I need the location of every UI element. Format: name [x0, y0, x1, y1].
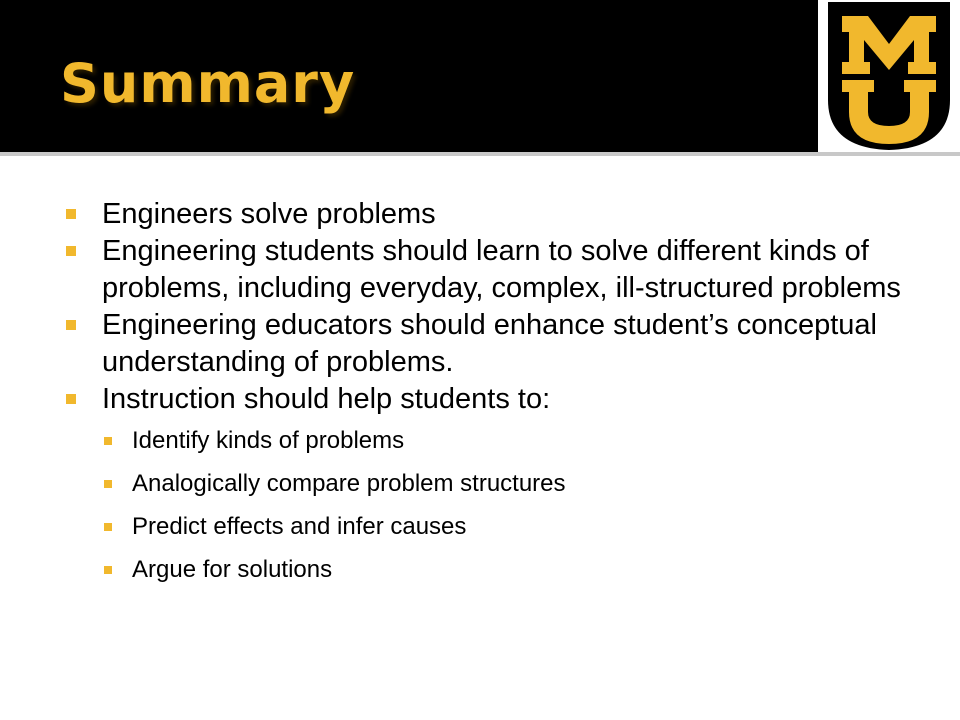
square-bullet-icon — [104, 523, 112, 531]
sub-bullet-text: Analogically compare problem structures — [132, 470, 566, 497]
square-bullet-icon — [104, 566, 112, 574]
header-divider — [0, 152, 960, 156]
bullet-item — [66, 233, 906, 307]
university-logo — [818, 0, 960, 152]
square-bullet-icon — [104, 437, 112, 445]
bullet-item — [66, 196, 906, 233]
square-bullet-icon — [104, 480, 112, 488]
sub-bullet-item — [102, 512, 906, 542]
square-bullet-icon — [66, 320, 76, 330]
bullet-item — [66, 307, 906, 381]
sub-bullet-text: Predict effects and infer causes — [132, 513, 467, 540]
bullet-text: Engineering educators should enhance student’s conceptual understanding of problems. — [102, 309, 877, 378]
bullet-item — [66, 381, 906, 585]
bullet-text: Instruction should help students to: — [102, 383, 551, 415]
square-bullet-icon — [66, 246, 76, 256]
bullet-text: Engineers solve problems — [102, 198, 436, 230]
slide-title: Summary — [60, 52, 356, 115]
bullet-text: Engineering students should learn to solve different kinds of problems, including everyday, complex, ill-structured problems — [102, 235, 901, 304]
sub-bullet-text: Argue for solutions — [132, 556, 333, 583]
sub-bullet-item — [102, 469, 906, 499]
mu-logo-icon — [818, 0, 960, 152]
sub-bullet-list — [102, 426, 906, 585]
square-bullet-icon — [66, 209, 76, 219]
sub-bullet-item — [102, 555, 906, 585]
sub-bullet-item — [102, 426, 906, 456]
square-bullet-icon — [66, 394, 76, 404]
sub-bullet-text: Identify kinds of problems — [132, 427, 405, 454]
bullet-list — [66, 196, 906, 598]
